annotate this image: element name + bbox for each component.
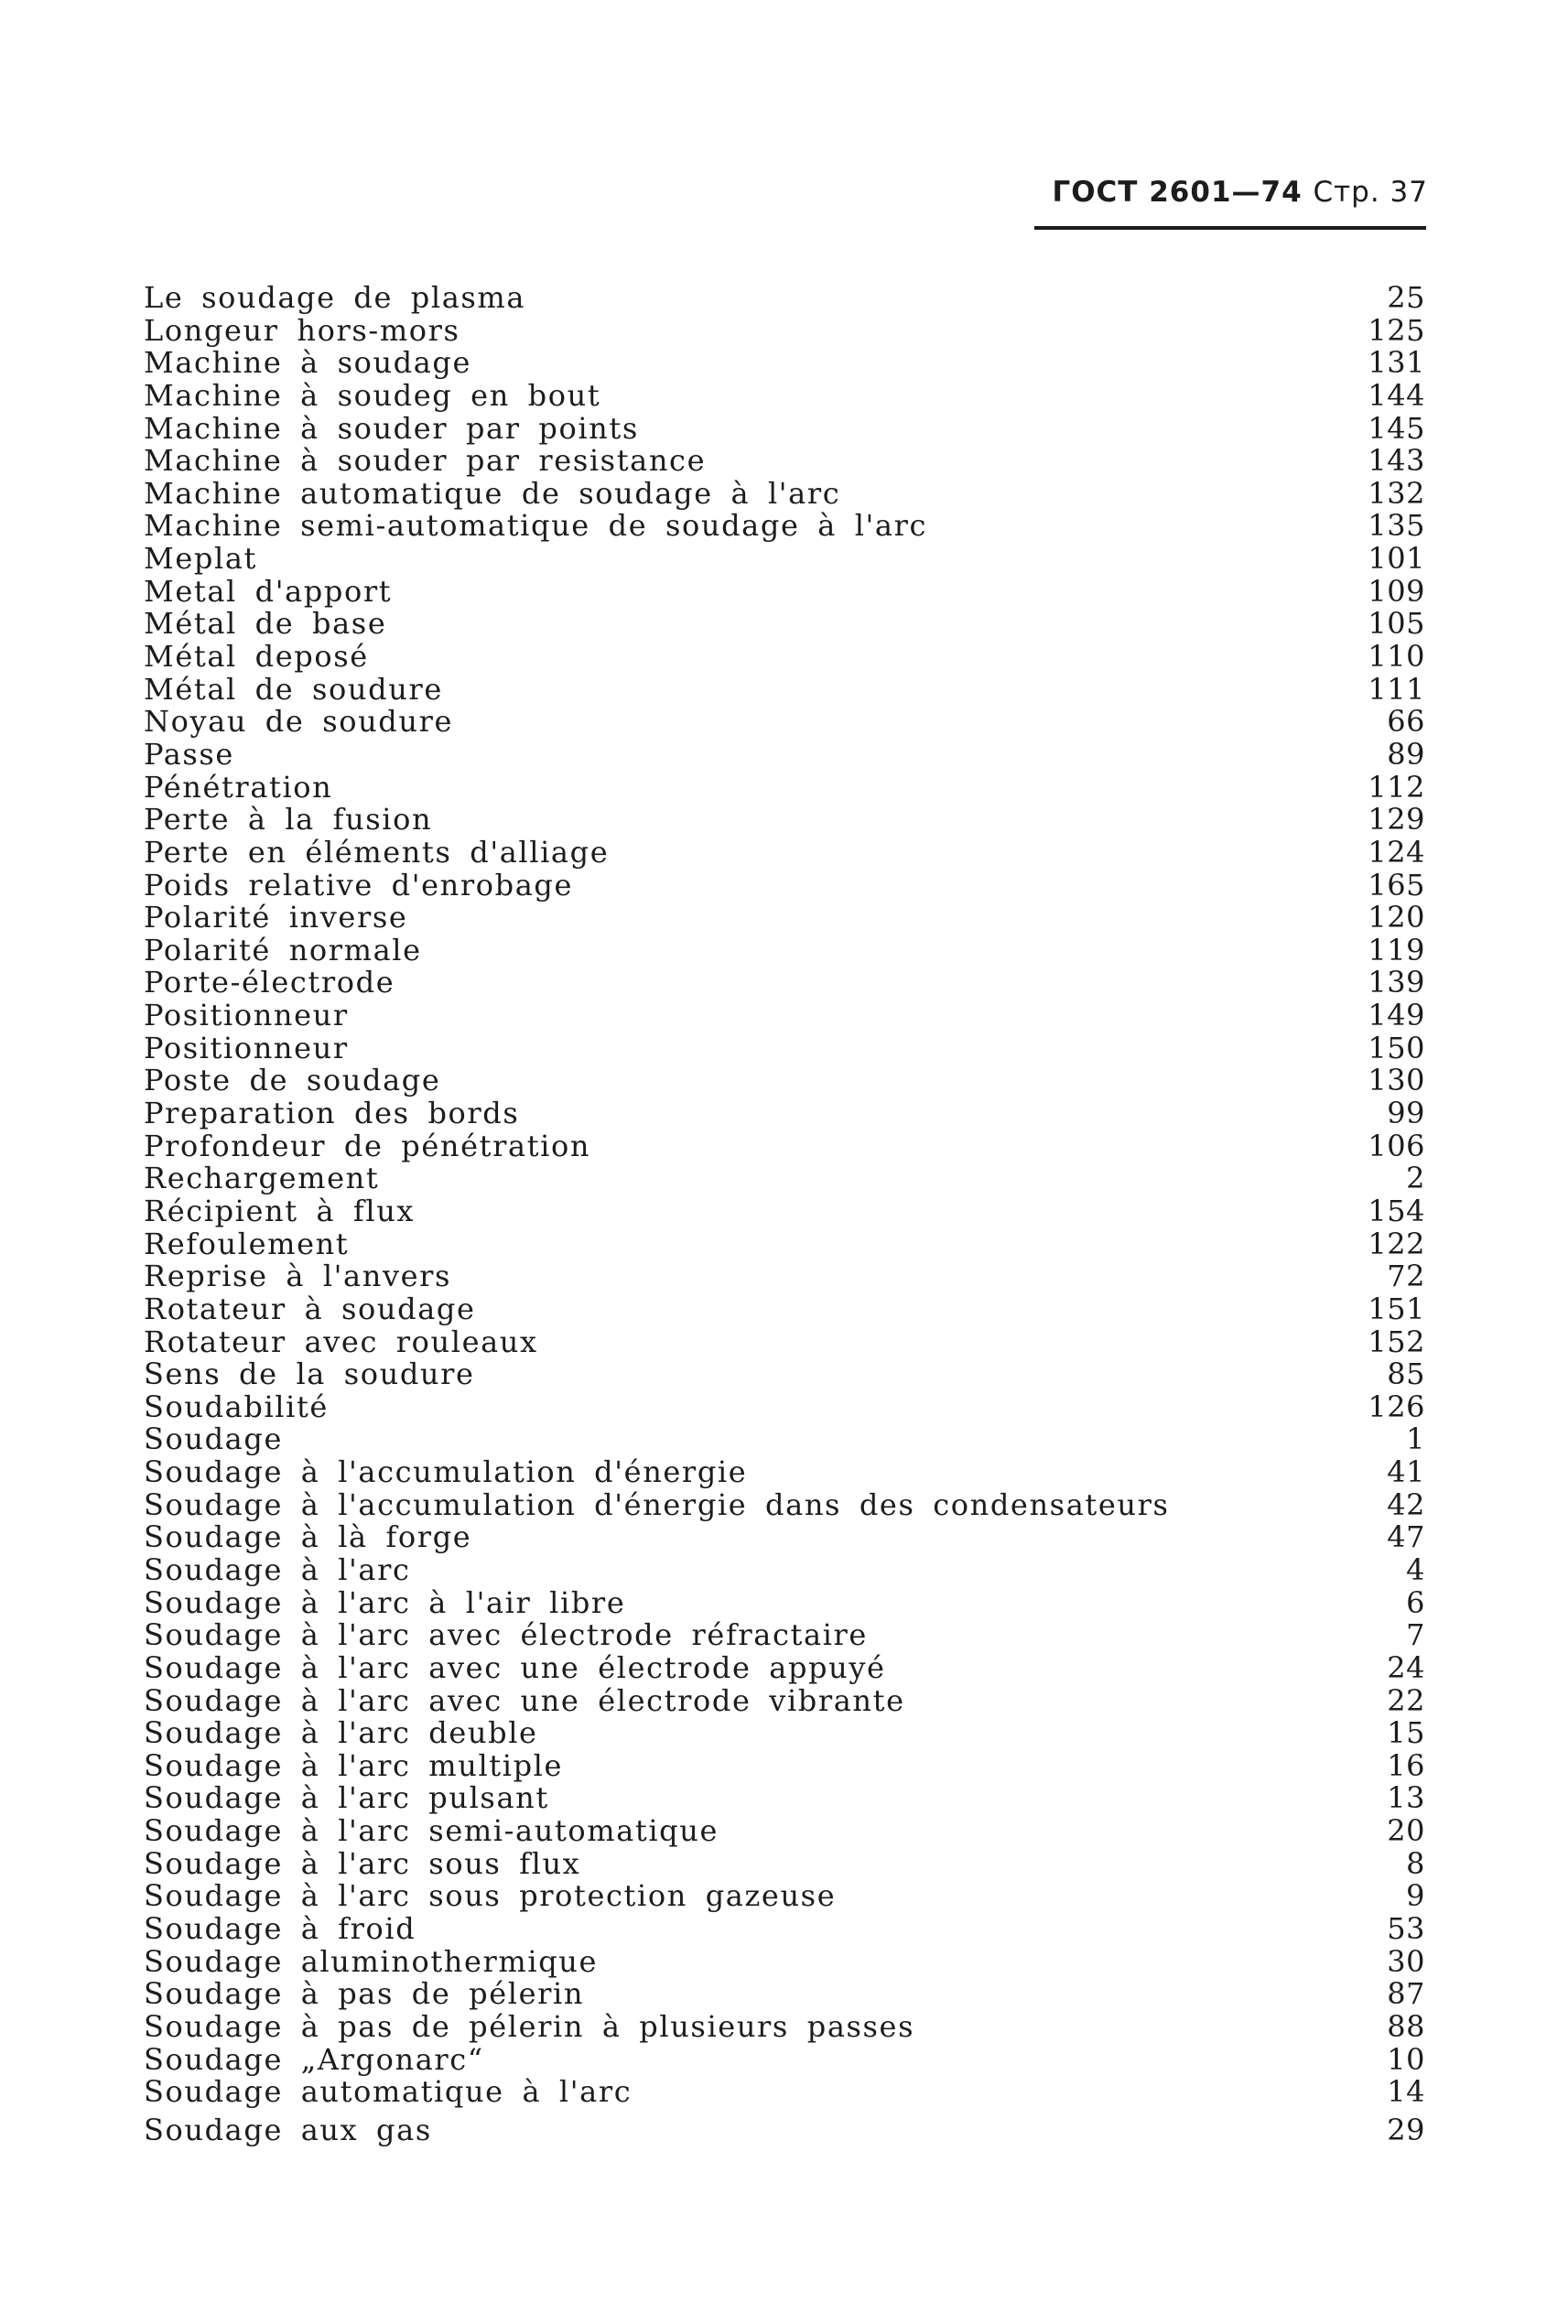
- index-page-number: 6: [1406, 1584, 1425, 1620]
- index-entry: [144, 1619, 1425, 1652]
- index-entry: [144, 1391, 1425, 1424]
- index-page-number: 145: [1368, 410, 1425, 446]
- index-term: Soudage à l'arc avec une électrode vibrante: [144, 1682, 905, 1718]
- index-page-number: 111: [1368, 671, 1425, 707]
- index-entry: [144, 347, 1425, 380]
- index-page-number: 7: [1406, 1617, 1425, 1653]
- index-page-number: 126: [1368, 1389, 1425, 1424]
- index-term: Profondeur de pénétration: [144, 1128, 591, 1163]
- index-entry: [144, 736, 1425, 772]
- index-entry: [144, 902, 1425, 935]
- index-entry: [144, 1032, 1425, 1065]
- index-entry: [144, 1782, 1425, 1815]
- index-entry: [144, 1130, 1425, 1163]
- index-entry: [144, 1913, 1425, 1946]
- index-term: Positionneur: [144, 1030, 349, 1065]
- index-term: Machine automatique de soudage à l'arc: [144, 475, 841, 511]
- index-entry: [144, 377, 1425, 413]
- index-entry: [144, 1326, 1425, 1359]
- index-entry: [144, 1000, 1425, 1032]
- index-page-number: 110: [1368, 639, 1425, 675]
- index-term: Rotateur à soudage: [144, 1291, 476, 1326]
- index-entry: [144, 312, 1425, 348]
- index-term: Soudage à pas de pélerin à plusieurs passes: [144, 2008, 915, 2044]
- index-page-number: 13: [1387, 1780, 1425, 1816]
- term-index-list: [144, 282, 1425, 2147]
- index-entry: [144, 543, 1425, 576]
- index-entry: [144, 1228, 1425, 1261]
- index-page-number: 101: [1368, 541, 1425, 577]
- index-entry: [144, 1195, 1425, 1228]
- index-page-number: 135: [1368, 508, 1425, 544]
- index-term: Soudage à l'arc à l'air libre: [144, 1584, 626, 1620]
- index-term: Le soudage de plasma: [144, 280, 526, 315]
- index-term: Machine à souder par resistance: [144, 443, 707, 479]
- index-term: Refoulement: [144, 1226, 350, 1261]
- index-term: Poste de soudage: [144, 1063, 441, 1098]
- index-term: Récipient à flux: [144, 1193, 416, 1228]
- index-entry: [144, 2008, 1425, 2044]
- index-term: Rotateur avec rouleaux: [144, 1324, 538, 1359]
- index-page-number: 106: [1368, 1128, 1425, 1163]
- index-term: Soudage à l'arc avec électrode réfractaire: [144, 1617, 868, 1653]
- index-term: Soudage à pas de pélerin: [144, 1976, 585, 2012]
- index-term: Soudage à l'arc deuble: [144, 1715, 538, 1751]
- index-term: Porte-électrode: [144, 965, 395, 1000]
- index-entry: [144, 1649, 1425, 1685]
- index-entry: [144, 1293, 1425, 1326]
- index-term: Soudage à l'arc pulsant: [144, 1780, 549, 1816]
- index-page-number: 131: [1368, 345, 1425, 381]
- index-page-number: 66: [1387, 704, 1425, 740]
- index-entry: [144, 1551, 1425, 1587]
- index-entry: [144, 706, 1425, 739]
- index-page-number: 99: [1387, 1096, 1425, 1131]
- index-page-number: 15: [1387, 1715, 1425, 1751]
- index-entry: [144, 2114, 1425, 2147]
- index-term: Metal d'apport: [144, 573, 393, 609]
- index-entry: [144, 608, 1425, 641]
- index-term: Soudage à l'arc sous flux: [144, 1845, 581, 1881]
- page-number-label: Стр. 37: [1313, 176, 1428, 209]
- index-term: Poids relative d'enrobage: [144, 867, 574, 903]
- index-entry: [144, 573, 1425, 609]
- index-page-number: 149: [1368, 998, 1425, 1033]
- index-page-number: 105: [1368, 606, 1425, 642]
- index-entry: [144, 1097, 1425, 1130]
- index-term: Soudage aux gas: [144, 2112, 432, 2147]
- index-page-number: 87: [1387, 1976, 1425, 2012]
- index-entry: [144, 282, 1425, 315]
- index-page-number: 112: [1368, 769, 1425, 805]
- index-term: Pénétration: [144, 769, 333, 805]
- index-entry: [144, 769, 1425, 805]
- index-entry: [144, 641, 1425, 674]
- index-entry: [144, 1747, 1425, 1783]
- index-page-number: 29: [1387, 2112, 1425, 2147]
- index-term: Soudage „Argonarc“: [144, 2041, 484, 2077]
- index-entry: [144, 867, 1425, 903]
- index-page-number: 42: [1387, 1486, 1425, 1522]
- index-page-number: 10: [1387, 2041, 1425, 2077]
- index-page-number: 124: [1368, 834, 1425, 870]
- index-term: Métal deposé: [144, 639, 369, 675]
- index-page-number: 129: [1368, 802, 1425, 838]
- index-page-number: 139: [1368, 965, 1425, 1000]
- index-term: Perte à la fusion: [144, 802, 433, 838]
- index-entry: [144, 445, 1425, 478]
- index-entry: [144, 1717, 1425, 1750]
- index-page-number: 85: [1387, 1357, 1425, 1392]
- index-term: Soudage à l'arc sous protection gazeuse: [144, 1878, 837, 1914]
- index-page-number: 144: [1368, 377, 1425, 413]
- index-page-number: 89: [1387, 736, 1425, 772]
- index-entry: [144, 1584, 1425, 1620]
- index-entry: [144, 510, 1425, 543]
- index-page-number: 16: [1387, 1747, 1425, 1783]
- index-term: Machine semi-automatique de soudage à l'arc: [144, 508, 928, 544]
- index-term: Soudage à l'arc semi-automatique: [144, 1813, 719, 1849]
- index-entry: [144, 1815, 1425, 1848]
- index-term: Machine à soudage: [144, 345, 472, 381]
- index-term: Métal de base: [144, 606, 387, 642]
- index-entry: [144, 1423, 1425, 1456]
- index-page-number: 143: [1368, 443, 1425, 479]
- index-entry: [144, 932, 1425, 967]
- index-term: Preparation des bords: [144, 1096, 520, 1131]
- index-entry: [144, 671, 1425, 707]
- index-term: Soudage à l'arc multiple: [144, 1747, 564, 1783]
- index-entry: [144, 1978, 1425, 2011]
- index-page-number: 30: [1387, 1943, 1425, 1979]
- index-term: Passe: [144, 736, 234, 772]
- index-page-number: 53: [1387, 1911, 1425, 1947]
- index-term: Métal de soudure: [144, 671, 443, 707]
- header-rule: [1034, 226, 1426, 230]
- index-page-number: 120: [1368, 900, 1425, 935]
- index-entry: [144, 1845, 1425, 1881]
- index-page-number: 109: [1368, 573, 1425, 609]
- index-term: Soudage à froid: [144, 1911, 416, 1947]
- index-page-number: 9: [1406, 1878, 1425, 1914]
- index-term: Positionneur: [144, 998, 349, 1033]
- index-page-number: 150: [1368, 1030, 1425, 1065]
- index-page-number: 154: [1368, 1193, 1425, 1228]
- index-term: Meplat: [144, 541, 257, 577]
- index-entry: [144, 1943, 1425, 1979]
- index-page-number: 25: [1387, 280, 1425, 315]
- index-page-number: 1: [1406, 1421, 1425, 1457]
- index-page-number: 41: [1387, 1454, 1425, 1490]
- index-entry: [144, 410, 1425, 446]
- index-entry: [144, 1065, 1425, 1097]
- index-page-number: 119: [1368, 932, 1425, 967]
- index-term: Rechargement: [144, 1161, 380, 1196]
- index-term: Polarité inverse: [144, 900, 408, 935]
- index-page-number: 20: [1387, 1813, 1425, 1849]
- index-page-number: 24: [1387, 1649, 1425, 1685]
- index-page-number: 151: [1368, 1291, 1425, 1326]
- index-entry: [144, 1260, 1425, 1293]
- index-entry: [144, 1162, 1425, 1195]
- index-page-number: 14: [1387, 2074, 1425, 2110]
- index-term: Soudage: [144, 1421, 283, 1457]
- index-entry: [144, 1682, 1425, 1718]
- index-page-number: 4: [1406, 1551, 1425, 1587]
- index-entry: [144, 834, 1425, 870]
- index-term: Soudage à l'arc avec une électrode appuyé: [144, 1649, 886, 1685]
- standard-designation: ГОСТ 2601—74: [1052, 176, 1303, 209]
- index-page-number: 72: [1387, 1259, 1425, 1294]
- index-page-number: 122: [1368, 1226, 1425, 1261]
- index-term: Soudage automatique à l'arc: [144, 2074, 633, 2110]
- index-entry: [144, 804, 1425, 837]
- index-page-number: 22: [1387, 1682, 1425, 1718]
- index-term: Soudage aluminothermique: [144, 1943, 599, 1979]
- index-entry: [144, 1521, 1425, 1554]
- index-entry: [144, 1880, 1425, 1913]
- index-term: Machine à soudeg en bout: [144, 377, 601, 413]
- page-header: [1052, 176, 1428, 209]
- index-page-number: 88: [1387, 2008, 1425, 2044]
- index-entry: [144, 1486, 1425, 1522]
- index-term: Machine à souder par points: [144, 410, 639, 446]
- index-page-number: 8: [1406, 1845, 1425, 1881]
- index-term: Sens de la soudure: [144, 1357, 475, 1392]
- index-entry: [144, 967, 1425, 1000]
- index-page-number: 165: [1368, 867, 1425, 903]
- index-page-number: 152: [1368, 1324, 1425, 1359]
- index-entry: [144, 475, 1425, 511]
- index-term: Soudage à l'accumulation d'énergie: [144, 1454, 748, 1490]
- index-page-number: 132: [1368, 475, 1425, 511]
- index-term: Noyau de soudure: [144, 704, 454, 740]
- index-term: Soudabilité: [144, 1389, 329, 1424]
- index-term: Reprise à l'anvers: [144, 1259, 452, 1294]
- index-term: Longeur hors-mors: [144, 312, 460, 348]
- index-term: Soudage à là forge: [144, 1519, 472, 1555]
- index-page-number: 47: [1387, 1519, 1425, 1555]
- index-term: Soudage à l'accumulation d'énergie dans des condensateurs: [144, 1486, 1170, 1522]
- index-page-number: 2: [1406, 1161, 1425, 1196]
- index-entry: [144, 2076, 1425, 2109]
- index-entry: [144, 2041, 1425, 2077]
- index-entry: [144, 1456, 1425, 1489]
- index-page-number: 130: [1368, 1063, 1425, 1098]
- index-term: Soudage à l'arc: [144, 1551, 411, 1587]
- index-term: Perte en éléments d'alliage: [144, 834, 610, 870]
- index-entry: [144, 1358, 1425, 1391]
- index-page-number: 125: [1368, 312, 1425, 348]
- index-term: Polarité normale: [144, 932, 422, 967]
